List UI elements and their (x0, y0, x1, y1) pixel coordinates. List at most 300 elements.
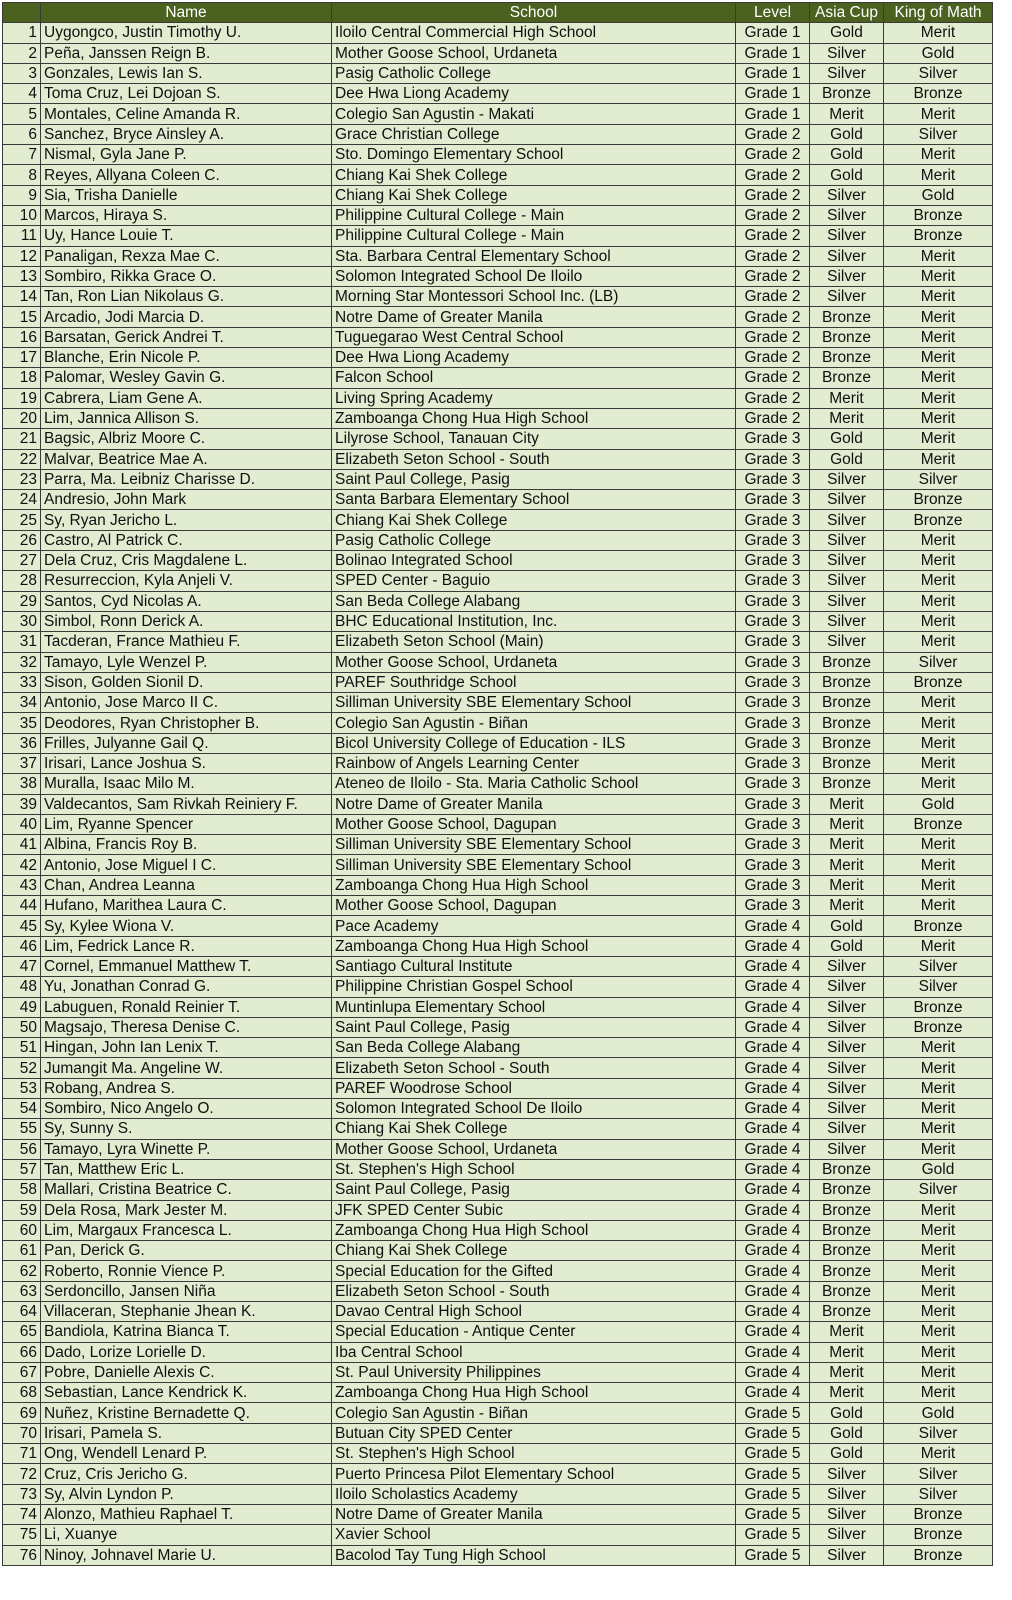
student-name: Ninoy, Johnavel Marie U. (41, 1545, 332, 1565)
school-name: Tuguegarao West Central School (332, 327, 736, 347)
row-number: 18 (3, 368, 41, 388)
grade-level: Grade 1 (736, 23, 810, 43)
grade-level: Grade 3 (736, 835, 810, 855)
row-number: 33 (3, 672, 41, 692)
grade-level: Grade 5 (736, 1525, 810, 1545)
king-of-math-award: Silver (884, 956, 993, 976)
index-header (3, 3, 41, 23)
king-of-math-award: Bronze (884, 510, 993, 530)
name-header: Name (41, 3, 332, 23)
asia-cup-award: Silver (810, 1139, 884, 1159)
king-of-math-award: Silver (884, 1484, 993, 1504)
table-row (3, 1038, 993, 1058)
king-of-math-award: Bronze (884, 226, 993, 246)
table-row (3, 63, 993, 83)
grade-level: Grade 4 (736, 936, 810, 956)
table-body (3, 23, 993, 1566)
grade-level: Grade 5 (736, 1423, 810, 1443)
asia-cup-award: Bronze (810, 1302, 884, 1322)
student-name: Parra, Ma. Leibniz Charisse D. (41, 469, 332, 489)
student-name: Chan, Andrea Leanna (41, 875, 332, 895)
school-name: Santa Barbara Elementary School (332, 490, 736, 510)
row-number: 26 (3, 530, 41, 550)
row-number: 44 (3, 896, 41, 916)
table-row (3, 429, 993, 449)
student-name: Peña, Janssen Reign B. (41, 43, 332, 63)
grade-level: Grade 5 (736, 1545, 810, 1565)
student-name: Palomar, Wesley Gavin G. (41, 368, 332, 388)
row-number: 35 (3, 713, 41, 733)
student-name: Bandiola, Katrina Bianca T. (41, 1322, 332, 1342)
asia-cup-header: Asia Cup (810, 3, 884, 23)
student-name: Toma Cruz, Lei Dojoan S. (41, 84, 332, 104)
school-name: Philippine Christian Gospel School (332, 977, 736, 997)
school-name: Muntinlupa Elementary School (332, 997, 736, 1017)
grade-level: Grade 2 (736, 226, 810, 246)
asia-cup-award: Silver (810, 1078, 884, 1098)
school-name: Pasig Catholic College (332, 530, 736, 550)
asia-cup-award: Bronze (810, 1241, 884, 1261)
king-of-math-award: Merit (884, 1078, 993, 1098)
asia-cup-award: Bronze (810, 327, 884, 347)
king-of-math-award: Silver (884, 977, 993, 997)
asia-cup-award: Bronze (810, 713, 884, 733)
row-number: 47 (3, 956, 41, 976)
school-name: San Beda College Alabang (332, 591, 736, 611)
row-number: 76 (3, 1545, 41, 1565)
school-name: Bolinao Integrated School (332, 551, 736, 571)
king-of-math-award: Merit (884, 632, 993, 652)
grade-level: Grade 4 (736, 1017, 810, 1037)
student-name: Sia, Trisha Danielle (41, 185, 332, 205)
king-of-math-award: Merit (884, 1119, 993, 1139)
row-number: 69 (3, 1403, 41, 1423)
asia-cup-award: Silver (810, 1525, 884, 1545)
king-of-math-award: Merit (884, 733, 993, 753)
grade-level: Grade 2 (736, 185, 810, 205)
asia-cup-award: Gold (810, 1423, 884, 1443)
grade-level: Grade 4 (736, 997, 810, 1017)
table-header (3, 3, 993, 23)
asia-cup-award: Silver (810, 1545, 884, 1565)
row-number: 71 (3, 1444, 41, 1464)
row-number: 32 (3, 652, 41, 672)
table-row (3, 327, 993, 347)
student-name: Ong, Wendell Lenard P. (41, 1444, 332, 1464)
school-name: Iba Central School (332, 1342, 736, 1362)
row-number: 20 (3, 408, 41, 428)
student-name: Tacderan, France Mathieu F. (41, 632, 332, 652)
row-number: 57 (3, 1159, 41, 1179)
grade-level: Grade 4 (736, 1159, 810, 1179)
king-of-math-award: Merit (884, 145, 993, 165)
grade-level: Grade 4 (736, 1342, 810, 1362)
grade-level: Grade 2 (736, 307, 810, 327)
asia-cup-award: Silver (810, 1484, 884, 1504)
grade-level: Grade 3 (736, 896, 810, 916)
grade-level: Grade 4 (736, 1261, 810, 1281)
school-name: Notre Dame of Greater Manila (332, 307, 736, 327)
king-of-math-award: Merit (884, 1139, 993, 1159)
school-name: Zamboanga Chong Hua High School (332, 408, 736, 428)
table-row (3, 145, 993, 165)
level-header: Level (736, 3, 810, 23)
school-name: Elizabeth Seton School - South (332, 449, 736, 469)
king-of-math-award: Bronze (884, 672, 993, 692)
row-number: 15 (3, 307, 41, 327)
school-name: Falcon School (332, 368, 736, 388)
table-row (3, 896, 993, 916)
table-row (3, 713, 993, 733)
asia-cup-award: Silver (810, 997, 884, 1017)
school-name: Lilyrose School, Tanauan City (332, 429, 736, 449)
school-name: Rainbow of Angels Learning Center (332, 753, 736, 773)
school-name: Chiang Kai Shek College (332, 510, 736, 530)
row-number: 7 (3, 145, 41, 165)
table-row (3, 1139, 993, 1159)
student-name: Tamayo, Lyle Wenzel P. (41, 652, 332, 672)
table-row (3, 1504, 993, 1524)
school-name: Special Education for the Gifted (332, 1261, 736, 1281)
school-name: Pace Academy (332, 916, 736, 936)
student-name: Antonio, Jose Marco II C. (41, 693, 332, 713)
grade-level: Grade 3 (736, 814, 810, 834)
asia-cup-award: Gold (810, 449, 884, 469)
row-number: 29 (3, 591, 41, 611)
student-name: Lim, Fedrick Lance R. (41, 936, 332, 956)
table-row (3, 124, 993, 144)
school-name: PAREF Woodrose School (332, 1078, 736, 1098)
king-of-math-award: Gold (884, 794, 993, 814)
table-row (3, 611, 993, 631)
row-number: 58 (3, 1180, 41, 1200)
grade-level: Grade 4 (736, 1180, 810, 1200)
student-name: Jumangit Ma. Angeline W. (41, 1058, 332, 1078)
row-number: 36 (3, 733, 41, 753)
grade-level: Grade 4 (736, 1241, 810, 1261)
grade-level: Grade 1 (736, 63, 810, 83)
grade-level: Grade 4 (736, 1383, 810, 1403)
student-name: Lim, Ryanne Spencer (41, 814, 332, 834)
grade-level: Grade 4 (736, 1058, 810, 1078)
grade-level: Grade 2 (736, 165, 810, 185)
asia-cup-award: Bronze (810, 348, 884, 368)
grade-level: Grade 3 (736, 875, 810, 895)
king-of-math-award: Merit (884, 774, 993, 794)
row-number: 12 (3, 246, 41, 266)
king-of-math-award: Merit (884, 936, 993, 956)
asia-cup-award: Silver (810, 469, 884, 489)
king-of-math-award: Gold (884, 1403, 993, 1423)
student-name: Pobre, Danielle Alexis C. (41, 1362, 332, 1382)
school-name: Mother Goose School, Urdaneta (332, 652, 736, 672)
student-name: Uy, Hance Louie T. (41, 226, 332, 246)
table-row (3, 753, 993, 773)
school-name: Notre Dame of Greater Manila (332, 1504, 736, 1524)
student-name: Nuñez, Kristine Bernadette Q. (41, 1403, 332, 1423)
student-name: Tan, Matthew Eric L. (41, 1159, 332, 1179)
grade-level: Grade 4 (736, 956, 810, 976)
asia-cup-award: Bronze (810, 753, 884, 773)
king-of-math-award: Merit (884, 1038, 993, 1058)
asia-cup-award: Merit (810, 104, 884, 124)
grade-level: Grade 5 (736, 1504, 810, 1524)
school-name: Philippine Cultural College - Main (332, 205, 736, 225)
student-name: Sebastian, Lance Kendrick K. (41, 1383, 332, 1403)
row-number: 21 (3, 429, 41, 449)
king-of-math-award: Merit (884, 1342, 993, 1362)
king-of-math-award: Merit (884, 266, 993, 286)
king-of-math-award: Merit (884, 287, 993, 307)
table-row (3, 226, 993, 246)
student-name: Robang, Andrea S. (41, 1078, 332, 1098)
table-row (3, 1423, 993, 1443)
asia-cup-award: Silver (810, 551, 884, 571)
table-row (3, 794, 993, 814)
grade-level: Grade 3 (736, 571, 810, 591)
king-of-math-award: Merit (884, 388, 993, 408)
table-row (3, 672, 993, 692)
school-name: Silliman University SBE Elementary School (332, 835, 736, 855)
table-row (3, 266, 993, 286)
table-row (3, 1220, 993, 1240)
student-name: Castro, Al Patrick C. (41, 530, 332, 550)
king-of-math-award: Merit (884, 23, 993, 43)
table-row (3, 510, 993, 530)
table-row (3, 23, 993, 43)
table-row (3, 104, 993, 124)
student-name: Nismal, Gyla Jane P. (41, 145, 332, 165)
table-row (3, 165, 993, 185)
table-row (3, 1241, 993, 1261)
table-row (3, 1362, 993, 1382)
asia-cup-award: Bronze (810, 1180, 884, 1200)
school-name: Sta. Barbara Central Elementary School (332, 246, 736, 266)
school-name: Zamboanga Chong Hua High School (332, 1220, 736, 1240)
asia-cup-award: Silver (810, 530, 884, 550)
table-row (3, 490, 993, 510)
asia-cup-award: Gold (810, 429, 884, 449)
row-number: 68 (3, 1383, 41, 1403)
row-number: 52 (3, 1058, 41, 1078)
king-of-math-award: Merit (884, 1241, 993, 1261)
grade-level: Grade 1 (736, 84, 810, 104)
king-of-math-award: Merit (884, 348, 993, 368)
row-number: 63 (3, 1281, 41, 1301)
student-name: Hufano, Marithea Laura C. (41, 896, 332, 916)
school-name: Zamboanga Chong Hua High School (332, 1383, 736, 1403)
student-name: Barsatan, Gerick Andrei T. (41, 327, 332, 347)
king-of-math-award: Merit (884, 753, 993, 773)
school-name: Morning Star Montessori School Inc. (LB) (332, 287, 736, 307)
student-name: Muralla, Isaac Milo M. (41, 774, 332, 794)
grade-level: Grade 5 (736, 1403, 810, 1423)
school-name: Silliman University SBE Elementary School (332, 855, 736, 875)
school-name: Dee Hwa Liong Academy (332, 348, 736, 368)
school-name: Colegio San Agustin - Biñan (332, 713, 736, 733)
table-row (3, 814, 993, 834)
table-row (3, 1383, 993, 1403)
student-name: Frilles, Julyanne Gail Q. (41, 733, 332, 753)
student-name: Dela Cruz, Cris Magdalene L. (41, 551, 332, 571)
school-name: SPED Center - Baguio (332, 571, 736, 591)
grade-level: Grade 2 (736, 348, 810, 368)
row-number: 74 (3, 1504, 41, 1524)
king-of-math-award: Merit (884, 591, 993, 611)
row-number: 41 (3, 835, 41, 855)
school-header: School (332, 3, 736, 23)
table-row (3, 449, 993, 469)
grade-level: Grade 2 (736, 205, 810, 225)
grade-level: Grade 2 (736, 327, 810, 347)
asia-cup-award: Gold (810, 165, 884, 185)
asia-cup-award: Silver (810, 1464, 884, 1484)
table-row (3, 307, 993, 327)
school-name: Philippine Cultural College - Main (332, 226, 736, 246)
asia-cup-award: Bronze (810, 1220, 884, 1240)
row-number: 16 (3, 327, 41, 347)
school-name: Chiang Kai Shek College (332, 165, 736, 185)
king-of-math-award: Merit (884, 1220, 993, 1240)
grade-level: Grade 1 (736, 104, 810, 124)
student-name: Li, Xuanye (41, 1525, 332, 1545)
row-number: 65 (3, 1322, 41, 1342)
table-row (3, 1403, 993, 1423)
school-name: Bacolod Tay Tung High School (332, 1545, 736, 1565)
student-name: Cruz, Cris Jericho G. (41, 1464, 332, 1484)
grade-level: Grade 3 (736, 672, 810, 692)
king-of-math-award: Merit (884, 530, 993, 550)
student-name: Labuguen, Ronald Reinier T. (41, 997, 332, 1017)
row-number: 62 (3, 1261, 41, 1281)
table-row (3, 348, 993, 368)
school-name: Sto. Domingo Elementary School (332, 145, 736, 165)
school-name: Dee Hwa Liong Academy (332, 84, 736, 104)
king-of-math-award: Merit (884, 429, 993, 449)
grade-level: Grade 4 (736, 1322, 810, 1342)
table-row (3, 205, 993, 225)
student-name: Tan, Ron Lian Nikolaus G. (41, 287, 332, 307)
table-row (3, 652, 993, 672)
table-row (3, 571, 993, 591)
asia-cup-award: Gold (810, 916, 884, 936)
student-name: Blanche, Erin Nicole P. (41, 348, 332, 368)
row-number: 17 (3, 348, 41, 368)
king-of-math-award: Merit (884, 1444, 993, 1464)
asia-cup-award: Silver (810, 490, 884, 510)
king-of-math-award: Bronze (884, 1017, 993, 1037)
student-name: Antonio, Jose Miguel I C. (41, 855, 332, 875)
asia-cup-award: Silver (810, 510, 884, 530)
king-of-math-award: Bronze (884, 1545, 993, 1565)
grade-level: Grade 2 (736, 287, 810, 307)
king-of-math-award: Silver (884, 124, 993, 144)
asia-cup-award: Gold (810, 1403, 884, 1423)
asia-cup-award: Gold (810, 124, 884, 144)
king-of-math-award: Merit (884, 408, 993, 428)
student-name: Sison, Golden Sionil D. (41, 672, 332, 692)
row-number: 61 (3, 1241, 41, 1261)
table-row (3, 408, 993, 428)
king-of-math-award: Silver (884, 1180, 993, 1200)
grade-level: Grade 4 (736, 1099, 810, 1119)
king-of-math-award: Bronze (884, 997, 993, 1017)
student-name: Sanchez, Bryce Ainsley A. (41, 124, 332, 144)
table-row (3, 1322, 993, 1342)
school-name: Elizabeth Seton School - South (332, 1281, 736, 1301)
table-row (3, 977, 993, 997)
asia-cup-award: Silver (810, 1504, 884, 1524)
row-number: 59 (3, 1200, 41, 1220)
table-row (3, 997, 993, 1017)
grade-level: Grade 3 (736, 469, 810, 489)
king-of-math-award: Merit (884, 693, 993, 713)
grade-level: Grade 5 (736, 1464, 810, 1484)
asia-cup-award: Silver (810, 571, 884, 591)
student-name: Yu, Jonathan Conrad G. (41, 977, 332, 997)
king-of-math-award: Bronze (884, 205, 993, 225)
school-name: Elizabeth Seton School (Main) (332, 632, 736, 652)
asia-cup-award: Silver (810, 43, 884, 63)
grade-level: Grade 4 (736, 1119, 810, 1139)
row-number: 4 (3, 84, 41, 104)
school-name: Special Education - Antique Center (332, 1322, 736, 1342)
table-row (3, 1302, 993, 1322)
asia-cup-award: Silver (810, 977, 884, 997)
row-number: 48 (3, 977, 41, 997)
asia-cup-award: Silver (810, 1099, 884, 1119)
school-name: Chiang Kai Shek College (332, 1241, 736, 1261)
table-row (3, 43, 993, 63)
row-number: 23 (3, 469, 41, 489)
table-row (3, 1200, 993, 1220)
row-number: 60 (3, 1220, 41, 1240)
grade-level: Grade 4 (736, 916, 810, 936)
asia-cup-award: Silver (810, 591, 884, 611)
header-row (3, 3, 993, 23)
grade-level: Grade 4 (736, 1362, 810, 1382)
table-row (3, 774, 993, 794)
king-of-math-award: Silver (884, 652, 993, 672)
grade-level: Grade 3 (736, 713, 810, 733)
student-name: Hingan, John Ian Lenix T. (41, 1038, 332, 1058)
student-name: Dado, Lorize Lorielle D. (41, 1342, 332, 1362)
row-number: 19 (3, 388, 41, 408)
table-row (3, 1342, 993, 1362)
school-name: Puerto Princesa Pilot Elementary School (332, 1464, 736, 1484)
grade-level: Grade 3 (736, 632, 810, 652)
king-of-math-award: Merit (884, 1322, 993, 1342)
row-number: 11 (3, 226, 41, 246)
grade-level: Grade 2 (736, 388, 810, 408)
row-number: 75 (3, 1525, 41, 1545)
asia-cup-award: Bronze (810, 1281, 884, 1301)
student-name: Mallari, Cristina Beatrice C. (41, 1180, 332, 1200)
asia-cup-award: Silver (810, 1038, 884, 1058)
asia-cup-award: Merit (810, 875, 884, 895)
asia-cup-award: Bronze (810, 774, 884, 794)
king-of-math-award: Merit (884, 307, 993, 327)
row-number: 51 (3, 1038, 41, 1058)
row-number: 55 (3, 1119, 41, 1139)
table-row (3, 1281, 993, 1301)
row-number: 40 (3, 814, 41, 834)
king-of-math-award: Bronze (884, 490, 993, 510)
king-of-math-award: Merit (884, 835, 993, 855)
school-name: PAREF Southridge School (332, 672, 736, 692)
student-name: Cornel, Emmanuel Matthew T. (41, 956, 332, 976)
row-number: 22 (3, 449, 41, 469)
